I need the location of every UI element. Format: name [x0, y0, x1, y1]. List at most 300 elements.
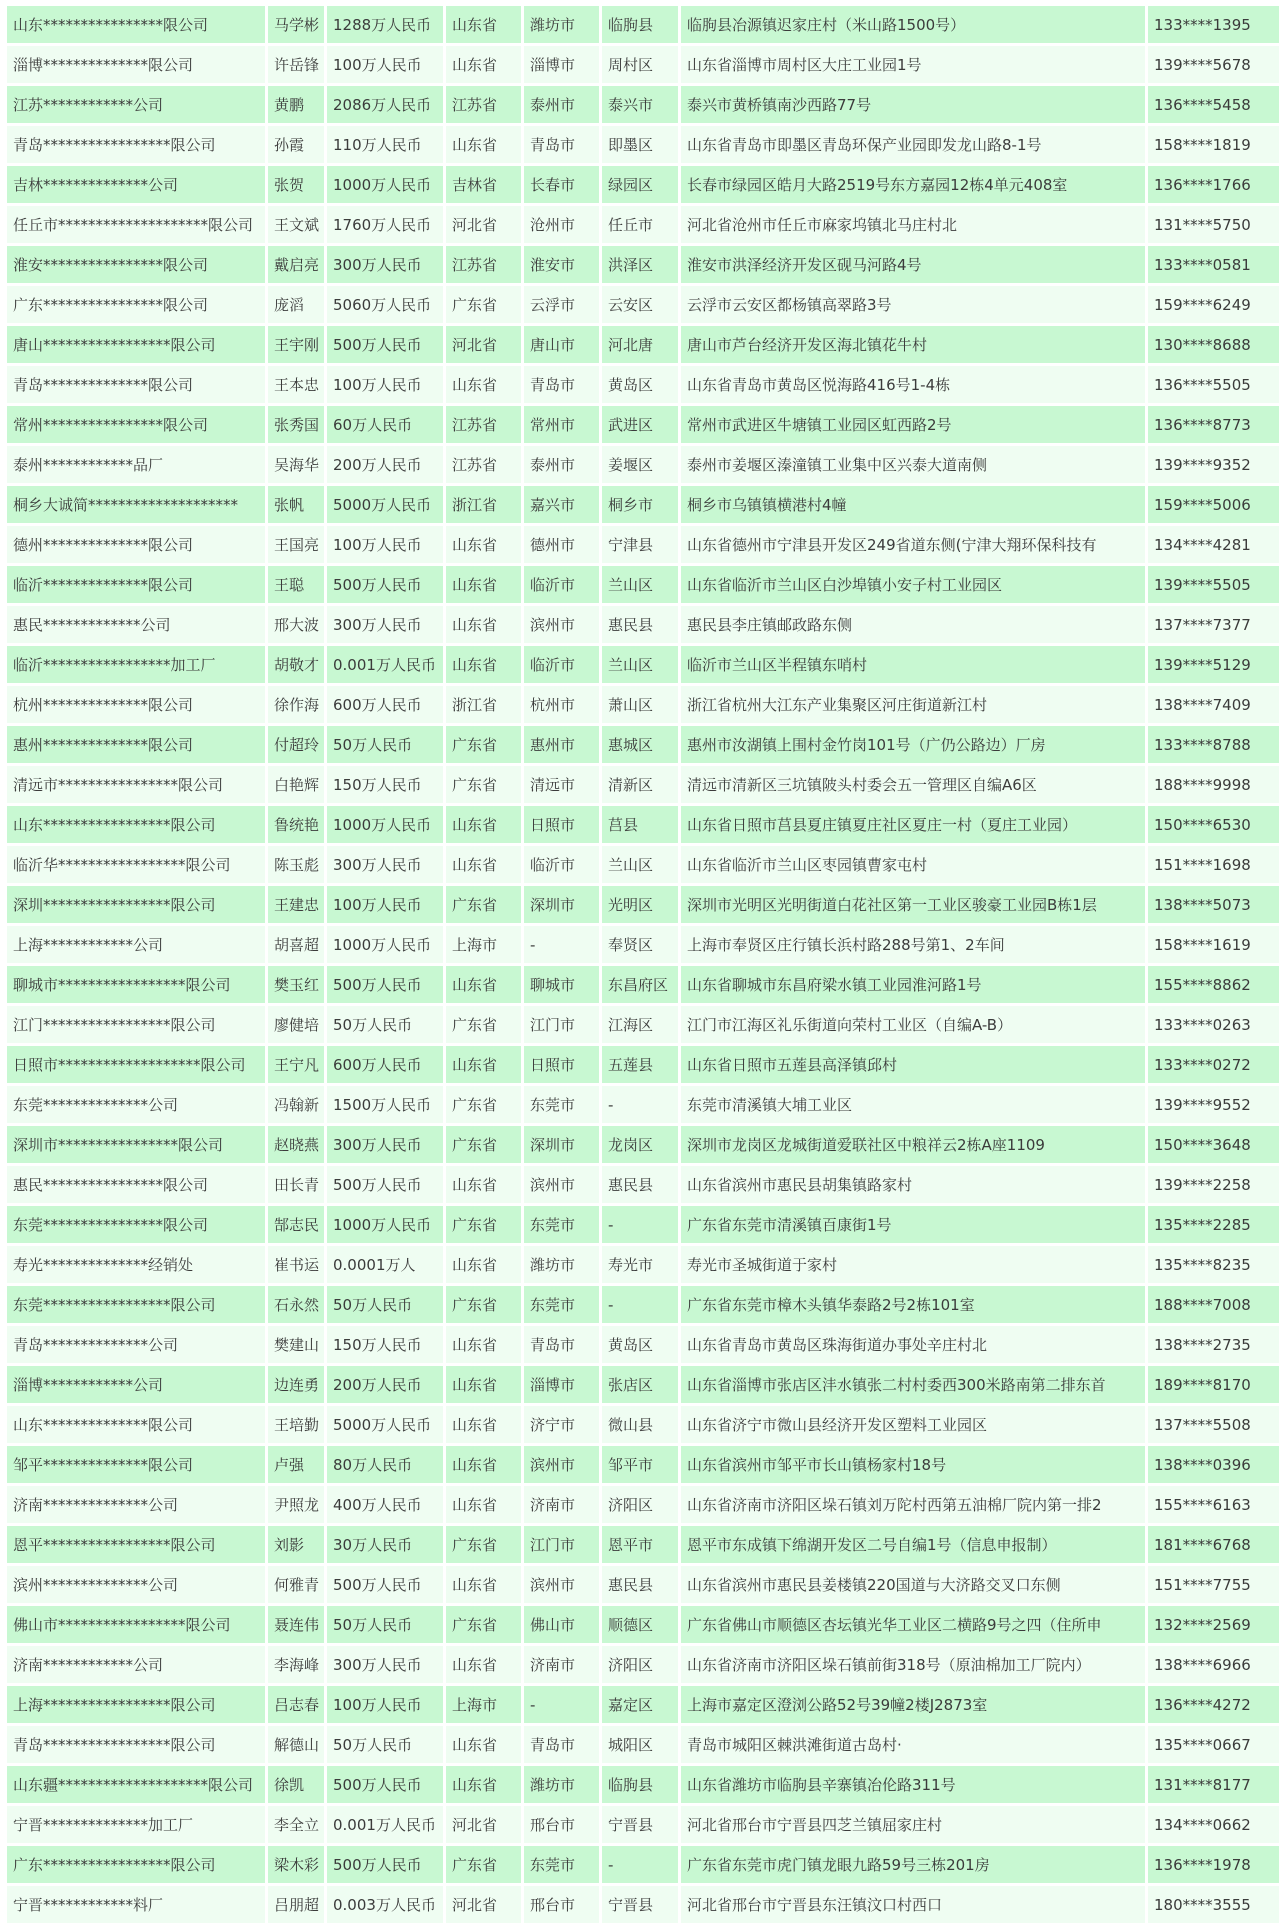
city-cell: 滨州市 [524, 1166, 599, 1203]
phone-cell: 150****3648 [1148, 1126, 1279, 1163]
company-name-cell: 桐乡大诚简******************** [7, 486, 265, 523]
phone-cell: 133****0272 [1148, 1046, 1279, 1083]
registered-capital-cell: 100万人民币 [327, 1686, 443, 1723]
table-row [7, 486, 1279, 523]
table-row [7, 126, 1279, 163]
phone-cell: 159****5006 [1148, 486, 1279, 523]
phone-cell: 132****2569 [1148, 1606, 1279, 1643]
phone-cell: 136****5458 [1148, 86, 1279, 123]
province-cell: 山东省 [446, 1366, 521, 1403]
district-cell: 寿光市 [602, 1246, 678, 1283]
city-cell: 深圳市 [524, 886, 599, 923]
district-cell: 光明区 [602, 886, 678, 923]
table-row [7, 1206, 1279, 1243]
address-cell: 浙江省杭州大江东产业集聚区河庄街道新江村 [681, 686, 1145, 723]
table-row [7, 1046, 1279, 1083]
table-row [7, 406, 1279, 443]
city-cell: 青岛市 [524, 1726, 599, 1763]
address-cell: 上海市奉贤区庄行镇长浜村路288号第1、2车间 [681, 926, 1145, 963]
city-cell: 日照市 [524, 1046, 599, 1083]
address-cell: 青岛市城阳区棘洪滩街道古岛村· [681, 1726, 1145, 1763]
company-name-cell: 常州****************限公司 [7, 406, 265, 443]
legal-person-cell: 徐作海 [268, 686, 324, 723]
company-name-cell: 青岛*****************限公司 [7, 126, 265, 163]
legal-person-cell: 吕朋超 [268, 1886, 324, 1923]
table-row [7, 566, 1279, 603]
company-name-cell: 宁晋**************加工厂 [7, 1806, 265, 1843]
province-cell: 山东省 [446, 1326, 521, 1363]
city-cell: 临沂市 [524, 646, 599, 683]
registered-capital-cell: 50万人民币 [327, 726, 443, 763]
address-cell: 唐山市芦台经济开发区海北镇花牛村 [681, 326, 1145, 363]
district-cell: 宁津县 [602, 526, 678, 563]
table-row [7, 966, 1279, 1003]
legal-person-cell: 王文斌 [268, 206, 324, 243]
registered-capital-cell: 500万人民币 [327, 1566, 443, 1603]
city-cell: 聊城市 [524, 966, 599, 1003]
company-name-cell: 佛山市*****************限公司 [7, 1606, 265, 1643]
table-row [7, 366, 1279, 403]
registered-capital-cell: 500万人民币 [327, 326, 443, 363]
company-name-cell: 上海************公司 [7, 926, 265, 963]
company-name-cell: 杭州**************限公司 [7, 686, 265, 723]
district-cell: 武进区 [602, 406, 678, 443]
registered-capital-cell: 1760万人民币 [327, 206, 443, 243]
company-name-cell: 聊城市*****************限公司 [7, 966, 265, 1003]
legal-person-cell: 尹照龙 [268, 1486, 324, 1523]
address-cell: 山东省临沂市兰山区枣园镇曹家屯村 [681, 846, 1145, 883]
province-cell: 上海市 [446, 1686, 521, 1723]
table-row [7, 1326, 1279, 1363]
city-cell: 邢台市 [524, 1806, 599, 1843]
province-cell: 广东省 [446, 886, 521, 923]
city-cell: 淮安市 [524, 246, 599, 283]
registered-capital-cell: 1000万人民币 [327, 1206, 443, 1243]
district-cell: 微山县 [602, 1406, 678, 1443]
table-row [7, 246, 1279, 283]
legal-person-cell: 廖健培 [268, 1006, 324, 1043]
table-row [7, 726, 1279, 763]
phone-cell: 136****4272 [1148, 1686, 1279, 1723]
province-cell: 山东省 [446, 6, 521, 43]
table-row [7, 1526, 1279, 1563]
company-name-cell: 临沂*****************加工厂 [7, 646, 265, 683]
city-cell: 东莞市 [524, 1286, 599, 1323]
registered-capital-cell: 100万人民币 [327, 886, 443, 923]
city-cell: 临沂市 [524, 566, 599, 603]
company-name-cell: 惠州**************限公司 [7, 726, 265, 763]
company-name-cell: 日照市*******************限公司 [7, 1046, 265, 1083]
company-table-body [7, 6, 1279, 1923]
company-name-cell: 临沂华*****************限公司 [7, 846, 265, 883]
district-cell: 河北唐 [602, 326, 678, 363]
phone-cell: 139****2258 [1148, 1166, 1279, 1203]
district-cell: 邹平市 [602, 1446, 678, 1483]
district-cell: 黄岛区 [602, 366, 678, 403]
phone-cell: 136****1766 [1148, 166, 1279, 203]
phone-cell: 133****1395 [1148, 6, 1279, 43]
address-cell: 山东省临沂市兰山区白沙埠镇小安子村工业园区 [681, 566, 1145, 603]
phone-cell: 150****6530 [1148, 806, 1279, 843]
registered-capital-cell: 1288万人民币 [327, 6, 443, 43]
district-cell: 惠民县 [602, 1166, 678, 1203]
company-name-cell: 青岛**************公司 [7, 1326, 265, 1363]
district-cell: 兰山区 [602, 646, 678, 683]
table-row [7, 6, 1279, 43]
company-name-cell: 济南************公司 [7, 1646, 265, 1683]
address-cell: 广东省东莞市清溪镇百康街1号 [681, 1206, 1145, 1243]
district-cell: 奉贤区 [602, 926, 678, 963]
address-cell: 山东省济南市济阳区垛石镇刘万陀村西第五油棉厂院内第一排2 [681, 1486, 1145, 1523]
phone-cell: 135****8235 [1148, 1246, 1279, 1283]
phone-cell: 136****5505 [1148, 366, 1279, 403]
table-row [7, 1086, 1279, 1123]
province-cell: 广东省 [446, 726, 521, 763]
phone-cell: 133****8788 [1148, 726, 1279, 763]
district-cell: 任丘市 [602, 206, 678, 243]
phone-cell: 188****7008 [1148, 1286, 1279, 1323]
province-cell: 江苏省 [446, 246, 521, 283]
address-cell: 江门市江海区礼乐街道向荣村工业区（自编A-B） [681, 1006, 1145, 1043]
address-cell: 泰州市姜堰区溱潼镇工业集中区兴泰大道南侧 [681, 446, 1145, 483]
company-name-cell: 邹平**************限公司 [7, 1446, 265, 1483]
legal-person-cell: 王建忠 [268, 886, 324, 923]
province-cell: 广东省 [446, 1206, 521, 1243]
address-cell: 桐乡市乌镇镇横港村4幢 [681, 486, 1145, 523]
company-name-cell: 青岛**************限公司 [7, 366, 265, 403]
province-cell: 山东省 [446, 1646, 521, 1683]
registered-capital-cell: 500万人民币 [327, 566, 443, 603]
registered-capital-cell: 200万人民币 [327, 446, 443, 483]
province-cell: 广东省 [446, 286, 521, 323]
registered-capital-cell: 300万人民币 [327, 606, 443, 643]
registered-capital-cell: 600万人民币 [327, 686, 443, 723]
registered-capital-cell: 1000万人民币 [327, 926, 443, 963]
city-cell: 泰州市 [524, 446, 599, 483]
registered-capital-cell: 0.0001万人 [327, 1246, 443, 1283]
address-cell: 河北省沧州市任丘市麻家坞镇北马庄村北 [681, 206, 1145, 243]
registered-capital-cell: 600万人民币 [327, 1046, 443, 1083]
address-cell: 河北省邢台市宁晋县东汪镇汶口村西口 [681, 1886, 1145, 1923]
address-cell: 临朐县冶源镇迟家庄村（米山路1500号） [681, 6, 1145, 43]
registered-capital-cell: 50万人民币 [327, 1726, 443, 1763]
phone-cell: 138****7409 [1148, 686, 1279, 723]
address-cell: 山东省滨州市惠民县胡集镇路家村 [681, 1166, 1145, 1203]
company-name-cell: 临沂**************限公司 [7, 566, 265, 603]
legal-person-cell: 陈玉彪 [268, 846, 324, 883]
legal-person-cell: 李全立 [268, 1806, 324, 1843]
province-cell: 江苏省 [446, 446, 521, 483]
address-cell: 惠民县李庄镇邮政路东侧 [681, 606, 1145, 643]
company-name-cell: 山东*****************限公司 [7, 806, 265, 843]
legal-person-cell: 戴启亮 [268, 246, 324, 283]
legal-person-cell: 鲁统艳 [268, 806, 324, 843]
phone-cell: 136****1978 [1148, 1846, 1279, 1883]
company-name-cell: 清远市****************限公司 [7, 766, 265, 803]
address-cell: 山东省日照市五莲县高泽镇邱村 [681, 1046, 1145, 1083]
address-cell: 深圳市龙岗区龙城街道爱联社区中粮祥云2栋A座1109 [681, 1126, 1145, 1163]
city-cell: 滨州市 [524, 1566, 599, 1603]
registered-capital-cell: 50万人民币 [327, 1006, 443, 1043]
legal-person-cell: 胡喜超 [268, 926, 324, 963]
city-cell: 滨州市 [524, 1446, 599, 1483]
district-cell: 恩平市 [602, 1526, 678, 1563]
district-cell: 惠民县 [602, 606, 678, 643]
city-cell: 邢台市 [524, 1886, 599, 1923]
registered-capital-cell: 80万人民币 [327, 1446, 443, 1483]
legal-person-cell: 王聪 [268, 566, 324, 603]
district-cell: - [602, 1286, 678, 1323]
province-cell: 山东省 [446, 606, 521, 643]
phone-cell: 134****0662 [1148, 1806, 1279, 1843]
city-cell: 杭州市 [524, 686, 599, 723]
legal-person-cell: 黄鹏 [268, 86, 324, 123]
province-cell: 广东省 [446, 1126, 521, 1163]
table-row [7, 526, 1279, 563]
phone-cell: 137****7377 [1148, 606, 1279, 643]
city-cell: 惠州市 [524, 726, 599, 763]
district-cell: 张店区 [602, 1366, 678, 1403]
registered-capital-cell: 1000万人民币 [327, 166, 443, 203]
phone-cell: 138****6966 [1148, 1646, 1279, 1683]
city-cell: 济宁市 [524, 1406, 599, 1443]
city-cell: 清远市 [524, 766, 599, 803]
city-cell: 深圳市 [524, 1126, 599, 1163]
legal-person-cell: 樊建山 [268, 1326, 324, 1363]
province-cell: 河北省 [446, 1806, 521, 1843]
address-cell: 长春市绿园区皓月大路2519号东方嘉园12栋4单元408室 [681, 166, 1145, 203]
district-cell: 城阳区 [602, 1726, 678, 1763]
city-cell: 佛山市 [524, 1606, 599, 1643]
address-cell: 山东省淄博市张店区沣水镇张二村村委西300米路南第二排东首 [681, 1366, 1145, 1403]
table-row [7, 166, 1279, 203]
city-cell: 青岛市 [524, 366, 599, 403]
registered-capital-cell: 300万人民币 [327, 246, 443, 283]
city-cell: 东莞市 [524, 1206, 599, 1243]
registered-capital-cell: 100万人民币 [327, 46, 443, 83]
district-cell: 宁晋县 [602, 1886, 678, 1923]
phone-cell: 130****8688 [1148, 326, 1279, 363]
legal-person-cell: 樊玉红 [268, 966, 324, 1003]
address-cell: 东莞市清溪镇大埔工业区 [681, 1086, 1145, 1123]
table-row [7, 1126, 1279, 1163]
city-cell: - [524, 1686, 599, 1723]
province-cell: 广东省 [446, 1086, 521, 1123]
table-row [7, 86, 1279, 123]
table-row [7, 1486, 1279, 1523]
city-cell: 嘉兴市 [524, 486, 599, 523]
table-row [7, 206, 1279, 243]
registered-capital-cell: 60万人民币 [327, 406, 443, 443]
district-cell: 江海区 [602, 1006, 678, 1043]
province-cell: 山东省 [446, 1486, 521, 1523]
district-cell: 五莲县 [602, 1046, 678, 1083]
legal-person-cell: 张秀国 [268, 406, 324, 443]
province-cell: 广东省 [446, 1006, 521, 1043]
legal-person-cell: 王国亮 [268, 526, 324, 563]
company-name-cell: 淄博**************限公司 [7, 46, 265, 83]
legal-person-cell: 何雅青 [268, 1566, 324, 1603]
legal-person-cell: 冯翰新 [268, 1086, 324, 1123]
legal-person-cell: 解德山 [268, 1726, 324, 1763]
legal-person-cell: 田长青 [268, 1166, 324, 1203]
table-row [7, 886, 1279, 923]
address-cell: 临沂市兰山区半程镇东哨村 [681, 646, 1145, 683]
registered-capital-cell: 5000万人民币 [327, 486, 443, 523]
province-cell: 广东省 [446, 766, 521, 803]
registered-capital-cell: 300万人民币 [327, 1126, 443, 1163]
phone-cell: 155****6163 [1148, 1486, 1279, 1523]
province-cell: 山东省 [446, 1726, 521, 1763]
company-name-cell: 恩平*****************限公司 [7, 1526, 265, 1563]
city-cell: 常州市 [524, 406, 599, 443]
province-cell: 山东省 [446, 846, 521, 883]
city-cell: 青岛市 [524, 1326, 599, 1363]
table-row [7, 1886, 1279, 1923]
address-cell: 深圳市光明区光明街道白花社区第一工业区骏豪工业园B栋1层 [681, 886, 1145, 923]
address-cell: 云浮市云安区都杨镇高翠路3号 [681, 286, 1145, 323]
table-row [7, 286, 1279, 323]
legal-person-cell: 马学彬 [268, 6, 324, 43]
address-cell: 山东省潍坊市临朐县辛寨镇冶伦路311号 [681, 1766, 1145, 1803]
phone-cell: 189****8170 [1148, 1366, 1279, 1403]
phone-cell: 155****8862 [1148, 966, 1279, 1003]
legal-person-cell: 王宁凡 [268, 1046, 324, 1083]
city-cell: 东莞市 [524, 1086, 599, 1123]
legal-person-cell: 王本忠 [268, 366, 324, 403]
phone-cell: 136****8773 [1148, 406, 1279, 443]
city-cell: 德州市 [524, 526, 599, 563]
address-cell: 上海市嘉定区澄浏公路52号39幢2楼J2873室 [681, 1686, 1145, 1723]
company-name-cell: 青岛*****************限公司 [7, 1726, 265, 1763]
phone-cell: 151****1698 [1148, 846, 1279, 883]
table-row [7, 646, 1279, 683]
province-cell: 广东省 [446, 1846, 521, 1883]
city-cell: 唐山市 [524, 326, 599, 363]
legal-person-cell: 吴海华 [268, 446, 324, 483]
company-name-cell: 山东****************限公司 [7, 6, 265, 43]
district-cell: - [602, 1846, 678, 1883]
legal-person-cell: 许岳锋 [268, 46, 324, 83]
company-name-cell: 江门*****************限公司 [7, 1006, 265, 1043]
phone-cell: 133****0263 [1148, 1006, 1279, 1043]
registered-capital-cell: 0.001万人民币 [327, 646, 443, 683]
district-cell: 惠民县 [602, 1566, 678, 1603]
registered-capital-cell: 500万人民币 [327, 1766, 443, 1803]
district-cell: 泰兴市 [602, 86, 678, 123]
table-row [7, 1686, 1279, 1723]
registered-capital-cell: 2086万人民币 [327, 86, 443, 123]
registered-capital-cell: 50万人民币 [327, 1286, 443, 1323]
phone-cell: 138****2735 [1148, 1326, 1279, 1363]
province-cell: 山东省 [446, 1446, 521, 1483]
address-cell: 山东省济宁市微山县经济开发区塑料工业园区 [681, 1406, 1145, 1443]
address-cell: 山东省济南市济阳区垛石镇前街318号（原油棉加工厂院内） [681, 1646, 1145, 1683]
legal-person-cell: 王培勤 [268, 1406, 324, 1443]
province-cell: 山东省 [446, 806, 521, 843]
registered-capital-cell: 400万人民币 [327, 1486, 443, 1523]
registered-capital-cell: 5000万人民币 [327, 1406, 443, 1443]
registered-capital-cell: 150万人民币 [327, 1326, 443, 1363]
city-cell: 泰州市 [524, 86, 599, 123]
legal-person-cell: 崔书运 [268, 1246, 324, 1283]
table-row [7, 326, 1279, 363]
address-cell: 广东省东莞市虎门镇龙眼九路59号三栋201房 [681, 1846, 1145, 1883]
table-row [7, 1286, 1279, 1323]
company-name-cell: 东莞**************公司 [7, 1086, 265, 1123]
city-cell: 东莞市 [524, 1846, 599, 1883]
province-cell: 广东省 [446, 1286, 521, 1323]
city-cell: 淄博市 [524, 1366, 599, 1403]
company-name-cell: 淮安****************限公司 [7, 246, 265, 283]
registered-capital-cell: 500万人民币 [327, 966, 443, 1003]
city-cell: 淄博市 [524, 46, 599, 83]
province-cell: 河北省 [446, 1886, 521, 1923]
phone-cell: 138****5073 [1148, 886, 1279, 923]
table-row [7, 1166, 1279, 1203]
legal-person-cell: 郜志民 [268, 1206, 324, 1243]
phone-cell: 135****2285 [1148, 1206, 1279, 1243]
company-name-cell: 济南**************公司 [7, 1486, 265, 1523]
district-cell: 东昌府区 [602, 966, 678, 1003]
city-cell: 滨州市 [524, 606, 599, 643]
province-cell: 山东省 [446, 966, 521, 1003]
company-name-cell: 山东疆********************限公司 [7, 1766, 265, 1803]
legal-person-cell: 张贺 [268, 166, 324, 203]
registered-capital-cell: 30万人民币 [327, 1526, 443, 1563]
company-name-cell: 深圳市****************限公司 [7, 1126, 265, 1163]
legal-person-cell: 孙霞 [268, 126, 324, 163]
district-cell: 宁晋县 [602, 1806, 678, 1843]
city-cell: 济南市 [524, 1646, 599, 1683]
table-row [7, 1726, 1279, 1763]
district-cell: 姜堰区 [602, 446, 678, 483]
legal-person-cell: 梁木彩 [268, 1846, 324, 1883]
legal-person-cell: 吕志春 [268, 1686, 324, 1723]
table-row [7, 766, 1279, 803]
phone-cell: 181****6768 [1148, 1526, 1279, 1563]
district-cell: 绿园区 [602, 166, 678, 203]
legal-person-cell: 邢大波 [268, 606, 324, 643]
province-cell: 山东省 [446, 1166, 521, 1203]
table-row [7, 1366, 1279, 1403]
city-cell: 江门市 [524, 1006, 599, 1043]
district-cell: 莒县 [602, 806, 678, 843]
district-cell: 济阳区 [602, 1486, 678, 1523]
city-cell: 日照市 [524, 806, 599, 843]
legal-person-cell: 胡敬才 [268, 646, 324, 683]
company-name-cell: 惠民****************限公司 [7, 1166, 265, 1203]
table-row [7, 46, 1279, 83]
company-name-cell: 德州**************限公司 [7, 526, 265, 563]
registered-capital-cell: 0.001万人民币 [327, 1806, 443, 1843]
address-cell: 山东省青岛市即墨区青岛环保产业园即发龙山路8-1号 [681, 126, 1145, 163]
phone-cell: 139****5678 [1148, 46, 1279, 83]
district-cell: 即墨区 [602, 126, 678, 163]
phone-cell: 131****8177 [1148, 1766, 1279, 1803]
legal-person-cell: 刘影 [268, 1526, 324, 1563]
province-cell: 江苏省 [446, 406, 521, 443]
phone-cell: 139****9552 [1148, 1086, 1279, 1123]
phone-cell: 158****1819 [1148, 126, 1279, 163]
registered-capital-cell: 5060万人民币 [327, 286, 443, 323]
registered-capital-cell: 100万人民币 [327, 526, 443, 563]
legal-person-cell: 庞滔 [268, 286, 324, 323]
district-cell: 萧山区 [602, 686, 678, 723]
company-name-cell: 山东**************限公司 [7, 1406, 265, 1443]
province-cell: 山东省 [446, 646, 521, 683]
table-row [7, 1766, 1279, 1803]
